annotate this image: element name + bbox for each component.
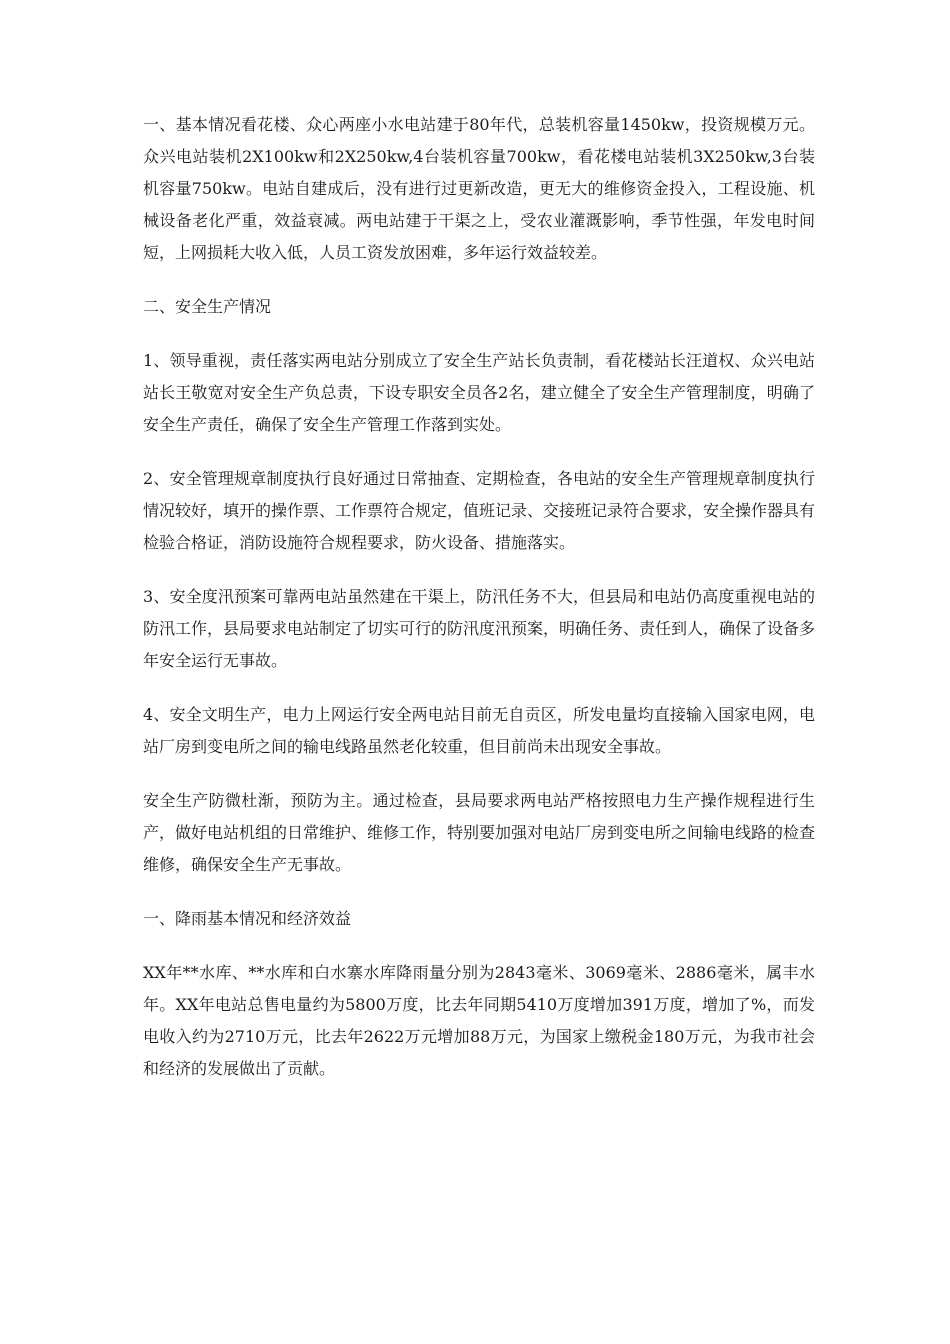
- paragraph-prevention: 安全生产防微杜渐，预防为主。通过检查，县局要求两电站严格按照电力生产操作规程进行生产，做好电站机组的日常维护、维修工作，特别要加强对电站厂房到变电所之间输电线路的检查维修，确保安全生产无事故。: [143, 791, 816, 874]
- document-page: [143, 109, 815, 1107]
- heading-rainfall-benefits: 一、降雨基本情况和经济效益: [143, 909, 352, 928]
- paragraph-civilized-production: 4、安全文明生产，电力上网运行安全两电站目前无自贡区，所发电量均直接输入国家电网，电站厂房到变电所之间的输电线路虽然老化较重，但目前尚未出现安全事故。: [143, 705, 815, 756]
- paragraph-flood-plan: 3、安全度汛预案可靠两电站虽然建在干渠上，防汛任务不大，但县局和电站仍高度重视电站的防汛工作，县局要求电站制定了切实可行的防汛度汛预案，明确任务、责任到人，确保了设备多年安全运行无事故。: [143, 587, 816, 670]
- heading-safety-production: 二、安全生产情况: [143, 297, 272, 316]
- paragraph-rainfall-data: XX年**水库、**水库和白水寨水库降雨量分别为2843毫米、3069毫米、2886毫米，属丰水年。XX年电站总售电量约为5800万度，比去年同期5410万度增加391万度，增加了%，而发电收入约为2710万元，比去年2622万元增加88万元，为国家上缴税金180万元，为我市社会和经济的发展做出了贡献。: [143, 963, 815, 1078]
- paragraph-leadership: 1、领导重视，责任落实两电站分别成立了安全生产站长负责制，看花楼站长汪道权、众兴电站站长王敬宽对安全生产负总责，下设专职安全员各2名，建立健全了安全生产管理制度，明确了安全生产责任，确保了安全生产管理工作落到实处。: [143, 351, 815, 434]
- paragraph-basic-situation: 一、基本情况看花楼、众心两座小水电站建于80年代，总装机容量1450kw，投资规模万元。众兴电站装机2X100kw和2X250kw,4台装机容量700kw，看花楼电站装机3X250kw,3台装机容量750kw。电站自建成后，没有进行过更新改造，更无大的维修资金投入，工程设施、机械设备老化严重，效益衰减。两电站建于干渠之上，受农业灌溉影响，季节性强，年发电时间短，上网损耗大收入低，人员工资发放困难，多年运行效益较差。: [143, 115, 815, 262]
- paragraph-rules-execution: 2、安全管理规章制度执行良好通过日常抽查、定期检查，各电站的安全生产管理规章制度执行情况较好，填开的操作票、工作票符合规定，值班记录、交接班记录符合要求，安全操作器具有检验合格证，消防设施符合规程要求，防火设备、措施落实。: [143, 469, 816, 552]
